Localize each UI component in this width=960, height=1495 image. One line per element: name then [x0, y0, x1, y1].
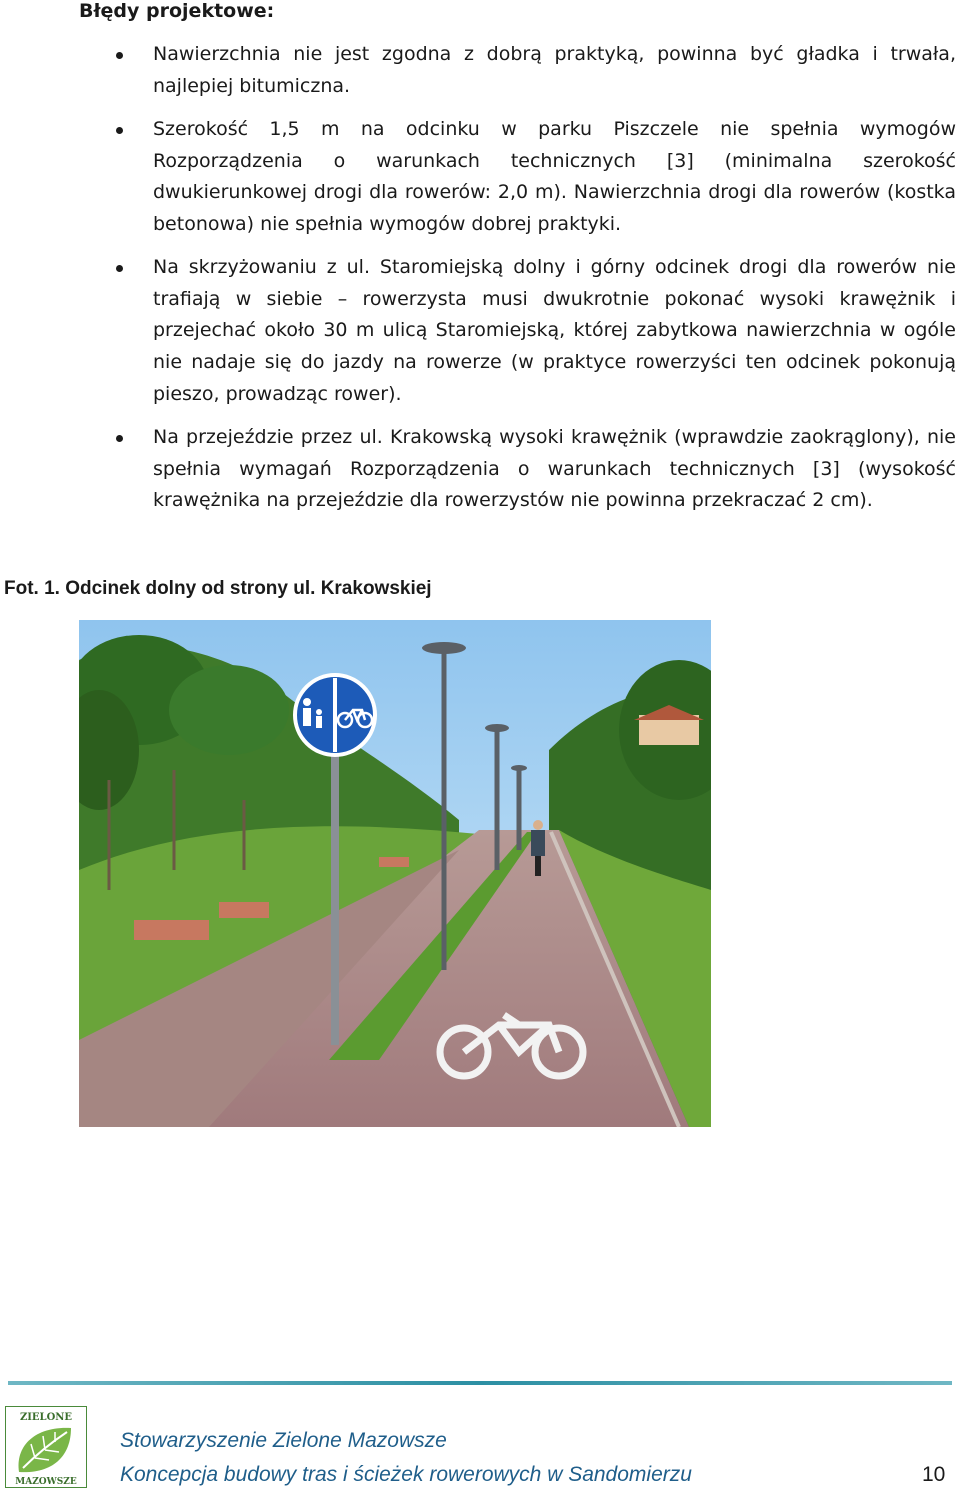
bullet-icon	[116, 435, 123, 442]
footer-document-title: Koncepcja budowy tras i ścieżek rowerowych w Sandomierzu	[120, 1463, 692, 1486]
list-item-text: Szerokość 1,5 m na odcinku w parku Piszczele nie spełnia wymogów Rozporządzenia o warunkach technicznych [3] (minimalna szerokość dwukierunkowej drogi dla rowerów: 2,0 m). Nawierzchnia drogi dla rowerów (kostka betonowa) nie spełnia wymogów dobrej praktyki.	[153, 118, 956, 236]
photo-caption: Fot. 1. Odcinek dolny od strony ul. Krakowskiej	[4, 578, 432, 599]
zielone-mazowsze-logo	[5, 1406, 87, 1488]
page-number: 10	[922, 1463, 946, 1486]
footer-organization: Stowarzyszenie Zielone Mazowsze	[120, 1429, 447, 1452]
bullet-icon	[116, 127, 123, 134]
footer-divider	[8, 1381, 952, 1385]
list-item-text: Nawierzchnia nie jest zgodna z dobrą praktyką, powinna być gładka i trwała, najlepiej bitumiczna.	[153, 43, 956, 97]
bullet-icon	[116, 52, 123, 59]
svg-text:ZIELONE: ZIELONE	[19, 1412, 73, 1423]
list-item-text: Na przejeździe przez ul. Krakowską wysoki krawężnik (wprawdzie zaokrąglony), nie spełnia wymagań Rozporządzenia o warunkach technicznych [3] (wysokość krawężnika na przejeździe dla rowerzystów nie powinna przekraczać 2 cm).	[153, 426, 956, 512]
list-item-text: Na skrzyżowaniu z ul. Staromiejską dolny i górny odcinek drogi dla rowerów nie trafiają w siebie – rowerzysta musi dwukrotnie pokonać wysoki krawężnik i przejechać około 30 m ulicą Staromiejską, której zabytkowa nawierzchnia w ogóle nie nadaje się do jazdy na rowerze (w praktyce rowerzyści ten odcinek pokonują pieszo, prowadząc rower).	[153, 256, 956, 405]
bike-path-photo	[79, 620, 711, 1127]
svg-text:MAZOWSZE: MAZOWSZE	[15, 1477, 77, 1487]
section-heading: Błędy projektowe:	[79, 0, 275, 22]
bullet-icon	[116, 265, 123, 272]
